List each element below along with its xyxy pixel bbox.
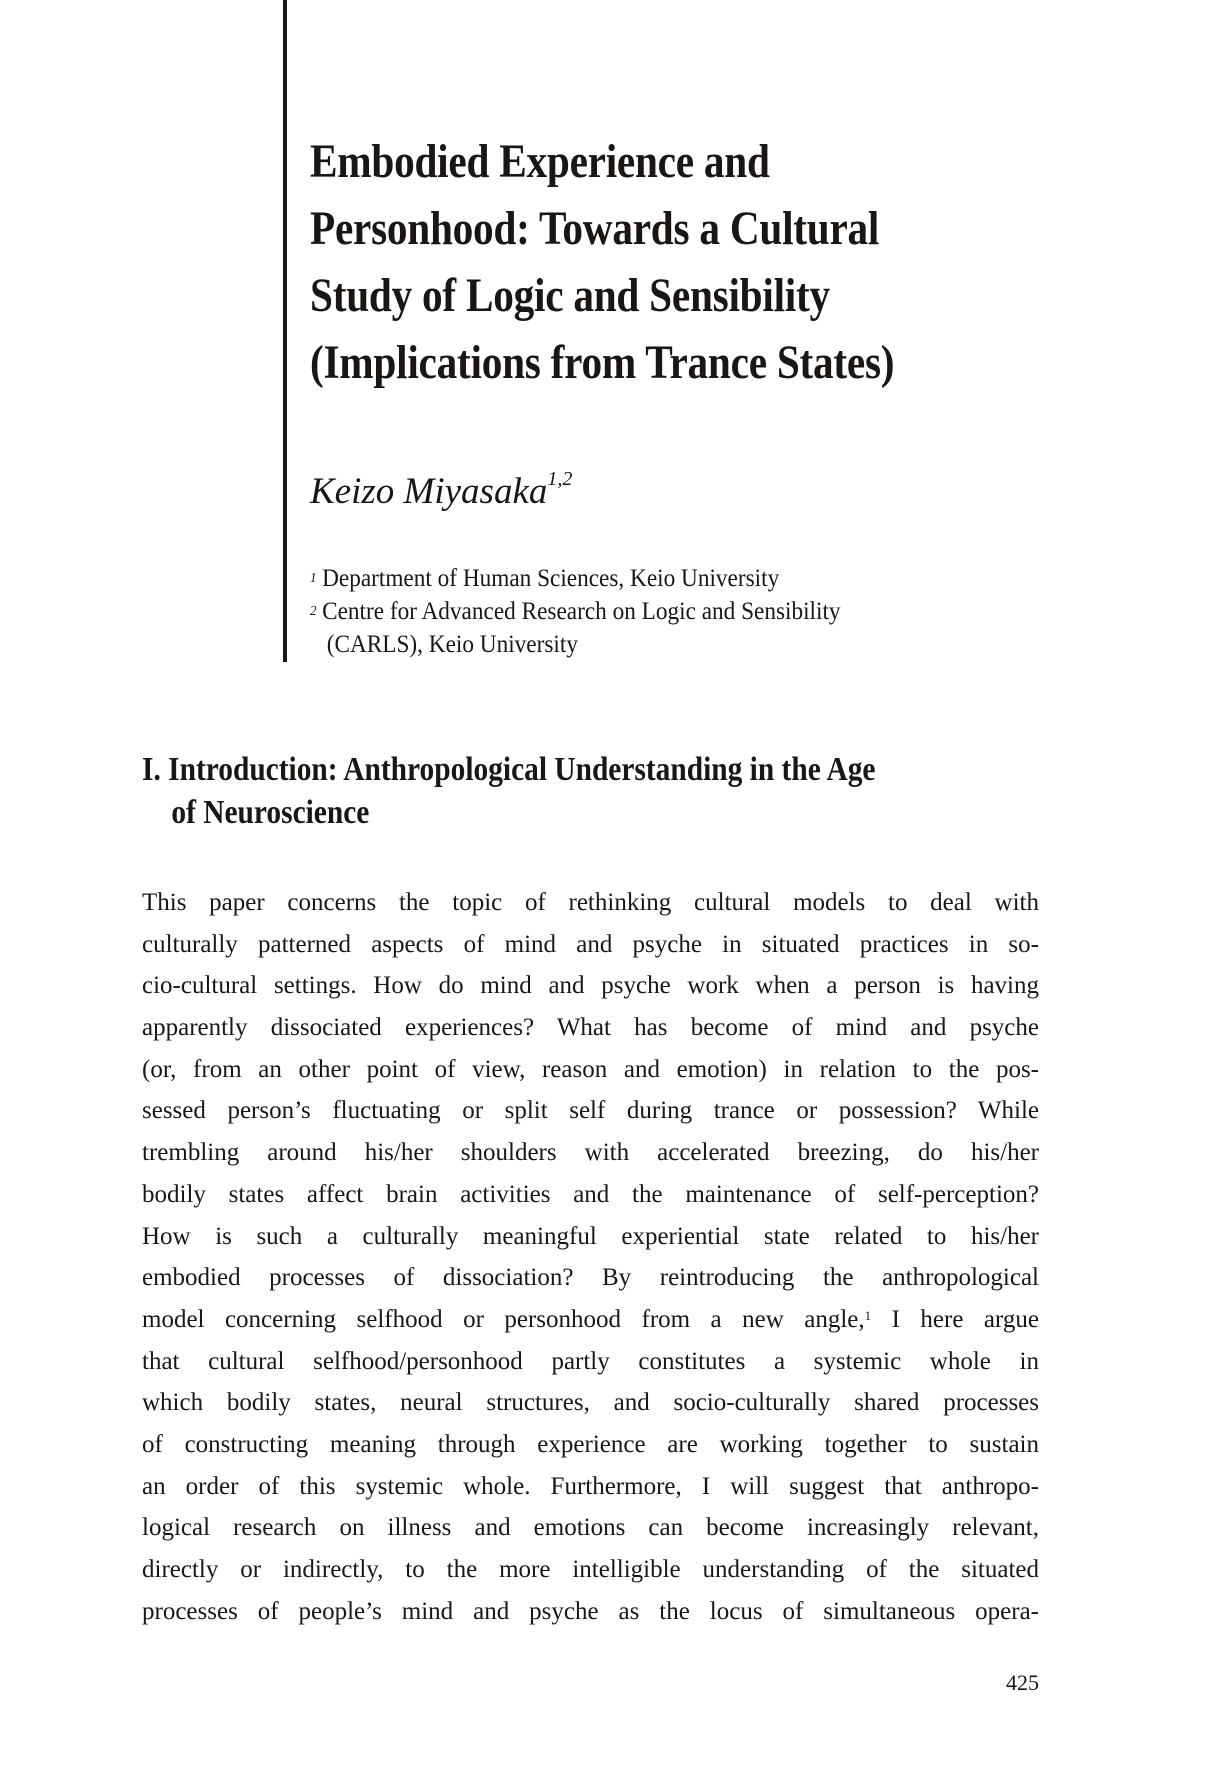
affiliation-1 bbox=[310, 562, 841, 595]
body-text bbox=[142, 882, 1039, 1632]
author bbox=[310, 470, 572, 513]
paper-title bbox=[310, 128, 1205, 396]
page-number: 425 bbox=[1006, 1670, 1039, 1695]
title-line: Embodied Experience and bbox=[310, 135, 770, 188]
body-line: bodily states affect brain activities and the maintenance of self-perception? bbox=[142, 1180, 1039, 1208]
body-line: embodied processes of dissociation? By reintroducing the anthropological bbox=[142, 1264, 1039, 1292]
body-line: processes of people’s mind and psyche as the locus of simultaneous opera- bbox=[142, 1597, 1039, 1625]
author-affiliation-marks: 1,2 bbox=[547, 468, 573, 490]
body-line: cio-cultural settings. How do mind and psyche work when a person is having bbox=[142, 972, 1039, 1000]
affiliation-mark: 2 bbox=[310, 604, 317, 619]
affiliation-text: Department of Human Sciences, Keio University bbox=[322, 565, 780, 592]
section-heading-line: of Neuroscience bbox=[171, 794, 370, 831]
body-line: trembling around his/her shoulders with accelerated breezing, do his/her bbox=[142, 1139, 1039, 1167]
body-line: that cultural selfhood/personhood partly constitutes a systemic whole in bbox=[142, 1347, 1039, 1375]
footnote-marker[interactable]: 1 bbox=[864, 1307, 872, 1323]
title-line: (Implications from Trance States) bbox=[310, 336, 895, 389]
body-line: culturally patterned aspects of mind and psyche in situated practices in so- bbox=[142, 930, 1039, 958]
affiliation-2 bbox=[310, 595, 841, 628]
body-line: (or, from an other point of view, reason and emotion) in relation to the pos- bbox=[142, 1055, 1039, 1083]
body-line: apparently dissociated experiences? What has become of mind and psyche bbox=[142, 1014, 1039, 1042]
affiliation-2-cont: (CARLS), Keio University bbox=[326, 631, 578, 658]
body-line: sessed person’s fluctuating or split self during trance or possession? While bbox=[142, 1097, 1039, 1125]
body-line: an order of this systemic whole. Furthermore, I will suggest that anthropo- bbox=[142, 1472, 1039, 1500]
body-text-segment: model concerning selfhood or personhood from a new angle, bbox=[142, 1305, 865, 1333]
section-heading bbox=[142, 748, 1042, 834]
body-line: logical research on illness and emotions can become increasingly relevant, bbox=[142, 1514, 1039, 1542]
affiliation-text: Centre for Advanced Research on Logic and Sensibility bbox=[322, 598, 841, 625]
body-line: which bodily states, neural structures, and socio-culturally shared processes bbox=[142, 1389, 1039, 1417]
title-line: Study of Logic and Sensibility bbox=[310, 269, 830, 322]
section-heading-line: I. Introduction: Anthropological Understanding in the Age bbox=[142, 751, 876, 788]
author-name: Keizo Miyasaka bbox=[310, 471, 548, 512]
affiliation-mark: 1 bbox=[310, 571, 317, 586]
affiliations bbox=[310, 562, 841, 661]
body-line: How is such a culturally meaningful experiential state related to his/her bbox=[142, 1222, 1039, 1250]
body-line bbox=[142, 1299, 1039, 1341]
title-rule bbox=[283, 0, 287, 662]
body-text-segment: I here argue bbox=[871, 1305, 1039, 1333]
title-line: Personhood: Towards a Cultural bbox=[310, 202, 880, 255]
body-line: directly or indirectly, to the more intelligible understanding of the situated bbox=[142, 1556, 1039, 1583]
body-line: of constructing meaning through experience are working together to sustain bbox=[142, 1430, 1039, 1458]
body-line: This paper concerns the topic of rethinking cultural models to deal with bbox=[142, 889, 1039, 916]
